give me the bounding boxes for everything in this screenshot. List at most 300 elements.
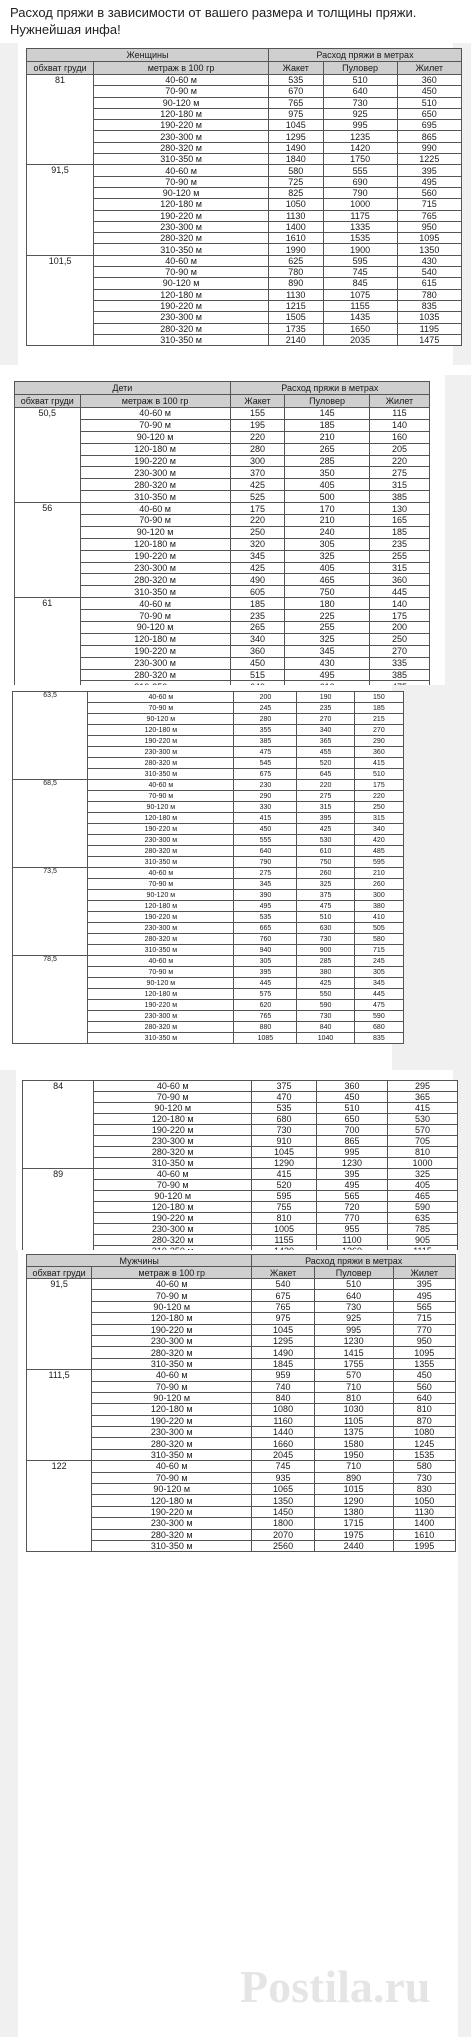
pullover-value: 1030 xyxy=(314,1404,393,1415)
meterage-cell: 190-220 м xyxy=(92,1506,252,1517)
vest-value: 680 xyxy=(354,1022,403,1033)
pullover-value: 925 xyxy=(314,1313,393,1324)
pullover-value: 1580 xyxy=(314,1438,393,1449)
pullover-value: 1015 xyxy=(314,1484,393,1495)
meterage-cell: 190-220 м xyxy=(80,550,230,562)
chest-size-cell: 111,5 xyxy=(27,1370,92,1461)
pullover-value: 180 xyxy=(285,598,370,610)
meterage-cell: 280-320 м xyxy=(94,142,269,153)
table-row xyxy=(27,1404,456,1415)
meterage-cell: 310-350 м xyxy=(88,769,234,780)
jacket-value: 2045 xyxy=(252,1449,314,1460)
meterage-cell: 190-220 м xyxy=(94,120,269,131)
jacket-value: 250 xyxy=(230,526,285,538)
jacket-value: 2070 xyxy=(252,1529,314,1540)
pullover-value: 225 xyxy=(285,610,370,622)
meterage-cell: 70-90 м xyxy=(92,1472,252,1483)
jacket-value: 280 xyxy=(234,714,297,725)
pullover-value: 275 xyxy=(297,791,354,802)
table-row xyxy=(15,408,430,420)
vest-value: 870 xyxy=(393,1415,455,1426)
meterage-cell: 70-90 м xyxy=(88,791,234,802)
pullover-value: 430 xyxy=(285,657,370,669)
jacket-value: 1440 xyxy=(252,1427,314,1438)
meterage-cell: 230-300 м xyxy=(88,923,234,934)
pullover-value: 810 xyxy=(314,1392,393,1403)
meterage-cell: 190-220 м xyxy=(88,824,234,835)
jacket-value: 230 xyxy=(234,780,297,791)
meterage-cell: 70-90 м xyxy=(94,267,269,278)
vest-value: 450 xyxy=(393,1370,455,1381)
vest-value: 275 xyxy=(369,467,429,479)
jacket-value: 300 xyxy=(230,455,285,467)
meterage-cell: 70-90 м xyxy=(94,176,269,187)
pullover-value: 520 xyxy=(297,758,354,769)
meterage-header: метраж в 100 гр xyxy=(92,1267,252,1279)
vest-value: 810 xyxy=(393,1404,455,1415)
vest-value: 1130 xyxy=(393,1506,455,1517)
vest-value: 565 xyxy=(393,1301,455,1312)
table-row xyxy=(27,1495,456,1506)
meterage-cell: 280-320 м xyxy=(80,479,230,491)
pullover-header: Пуловер xyxy=(285,395,370,408)
pullover-value: 1230 xyxy=(316,1158,387,1169)
jacket-value: 810 xyxy=(252,1213,317,1224)
jacket-value: 155 xyxy=(230,408,285,420)
jacket-value: 340 xyxy=(230,633,285,645)
meterage-cell: 310-350 м xyxy=(94,244,269,255)
pullover-value: 1380 xyxy=(314,1506,393,1517)
table-row xyxy=(27,1392,456,1403)
table-row xyxy=(27,1335,456,1346)
vest-value: 580 xyxy=(354,934,403,945)
table-row xyxy=(27,1427,456,1438)
vest-value: 380 xyxy=(354,901,403,912)
pullover-value: 1750 xyxy=(323,154,397,165)
vest-value: 505 xyxy=(354,923,403,934)
meterage-cell: 40-60 м xyxy=(88,780,234,791)
jacket-value: 395 xyxy=(234,967,297,978)
meterage-cell: 90-120 м xyxy=(80,431,230,443)
vest-value: 1080 xyxy=(393,1427,455,1438)
meterage-cell: 280-320 м xyxy=(92,1438,252,1449)
meterage-cell: 40-60 м xyxy=(94,1169,252,1180)
jacket-value: 755 xyxy=(252,1202,317,1213)
jacket-value: 330 xyxy=(234,802,297,813)
vest-value: 140 xyxy=(369,419,429,431)
jacket-value: 1045 xyxy=(268,120,323,131)
vest-value: 200 xyxy=(369,622,429,634)
table-panel xyxy=(0,375,471,685)
vest-value: 410 xyxy=(354,912,403,923)
vest-value: 270 xyxy=(354,725,403,736)
meterage-cell: 90-120 м xyxy=(94,278,269,289)
jacket-value: 1840 xyxy=(268,154,323,165)
table-row xyxy=(27,1370,456,1381)
meterage-cell: 310-350 м xyxy=(80,491,230,503)
pullover-value: 350 xyxy=(285,467,370,479)
jacket-value: 450 xyxy=(234,824,297,835)
jacket-value: 385 xyxy=(234,736,297,747)
jacket-value: 345 xyxy=(230,550,285,562)
pullover-value: 1100 xyxy=(316,1235,387,1246)
pullover-value: 630 xyxy=(297,923,354,934)
meterage-cell: 120-180 м xyxy=(94,108,269,119)
vest-value: 255 xyxy=(369,550,429,562)
jacket-value: 490 xyxy=(230,574,285,586)
pullover-value: 380 xyxy=(297,967,354,978)
vest-value: 315 xyxy=(369,562,429,574)
pullover-value: 650 xyxy=(316,1114,387,1125)
meterage-cell: 280-320 м xyxy=(88,846,234,857)
meterage-cell: 120-180 м xyxy=(80,538,230,550)
jacket-value: 780 xyxy=(268,267,323,278)
pullover-value: 700 xyxy=(316,1125,387,1136)
pullover-value: 255 xyxy=(285,622,370,634)
meterage-cell: 190-220 м xyxy=(92,1324,252,1335)
chest-header: обхват груди xyxy=(15,395,81,408)
pullover-value: 510 xyxy=(323,75,397,86)
chest-header: обхват груди xyxy=(27,62,94,75)
vest-value: 495 xyxy=(393,1290,455,1301)
table-row xyxy=(13,868,404,879)
pullover-value: 285 xyxy=(285,455,370,467)
meterage-cell: 70-90 м xyxy=(94,1180,252,1191)
jacket-value: 760 xyxy=(234,934,297,945)
jacket-value: 1130 xyxy=(268,210,323,221)
meterage-cell: 40-60 м xyxy=(88,692,234,703)
vest-value: 160 xyxy=(369,431,429,443)
table-row xyxy=(27,1290,456,1301)
meterage-cell: 90-120 м xyxy=(80,622,230,634)
vest-value: 695 xyxy=(397,120,461,131)
pullover-value: 730 xyxy=(297,934,354,945)
vest-value: 395 xyxy=(397,165,461,176)
jacket-value: 470 xyxy=(252,1092,317,1103)
jacket-value: 320 xyxy=(230,538,285,550)
meterage-cell: 280-320 м xyxy=(88,1022,234,1033)
chest-size-cell: 84 xyxy=(23,1081,94,1169)
vest-value: 175 xyxy=(369,610,429,622)
meterage-cell: 310-350 м xyxy=(94,154,269,165)
pullover-value: 240 xyxy=(285,526,370,538)
meterage-cell: 120-180 м xyxy=(80,633,230,645)
jacket-value: 220 xyxy=(230,515,285,527)
vest-header: Жилет xyxy=(393,1267,455,1279)
vest-value: 360 xyxy=(397,75,461,86)
meterage-cell: 40-60 м xyxy=(94,1081,252,1092)
pullover-value: 750 xyxy=(297,857,354,868)
table-row xyxy=(13,692,404,703)
pullover-value: 340 xyxy=(297,725,354,736)
pullover-value: 730 xyxy=(323,97,397,108)
meterage-cell: 120-180 м xyxy=(88,901,234,912)
jacket-value: 1400 xyxy=(268,221,323,232)
pullover-value: 365 xyxy=(297,736,354,747)
pullover-value: 570 xyxy=(314,1370,393,1381)
pullover-value: 220 xyxy=(297,780,354,791)
meterage-cell: 40-60 м xyxy=(92,1279,252,1290)
pullover-value: 1335 xyxy=(323,221,397,232)
meterage-cell: 120-180 м xyxy=(94,1202,252,1213)
vest-value: 1610 xyxy=(393,1529,455,1540)
jacket-value: 745 xyxy=(252,1461,314,1472)
pullover-value: 610 xyxy=(297,846,354,857)
table-panel xyxy=(0,1250,471,2037)
vest-value: 165 xyxy=(369,515,429,527)
meterage-cell: 120-180 м xyxy=(92,1495,252,1506)
jacket-value: 975 xyxy=(268,108,323,119)
pullover-value: 595 xyxy=(323,255,397,266)
meterage-cell: 190-220 м xyxy=(94,300,269,311)
consumption-header: Расход пряжи в метрах xyxy=(230,382,429,395)
pullover-value: 510 xyxy=(314,1279,393,1290)
pullover-value: 1290 xyxy=(314,1495,393,1506)
table-row xyxy=(13,780,404,791)
jacket-value: 345 xyxy=(234,879,297,890)
pullover-value: 565 xyxy=(316,1191,387,1202)
table-row xyxy=(27,165,462,176)
jacket-value: 1005 xyxy=(252,1224,317,1235)
jacket-value: 280 xyxy=(230,443,285,455)
vest-value: 345 xyxy=(354,978,403,989)
meterage-cell: 70-90 м xyxy=(88,879,234,890)
pullover-value: 395 xyxy=(297,813,354,824)
pullover-value: 1375 xyxy=(314,1427,393,1438)
jacket-value: 1610 xyxy=(268,233,323,244)
vest-value: 360 xyxy=(354,747,403,758)
meterage-cell: 70-90 м xyxy=(80,610,230,622)
pullover-value: 2440 xyxy=(314,1540,393,1551)
vest-value: 235 xyxy=(369,538,429,550)
group-header: Женщины xyxy=(27,49,269,62)
table-row xyxy=(27,1358,456,1369)
meterage-cell: 230-300 м xyxy=(94,1136,252,1147)
chest-header: обхват груди xyxy=(27,1267,92,1279)
meterage-cell: 190-220 м xyxy=(92,1415,252,1426)
meterage-cell: 70-90 м xyxy=(88,703,234,714)
vest-value: 295 xyxy=(388,1081,458,1092)
meterage-cell: 40-60 м xyxy=(88,868,234,879)
table-row xyxy=(27,1449,456,1460)
jacket-value: 1490 xyxy=(252,1347,314,1358)
meterage-cell: 190-220 м xyxy=(94,1213,252,1224)
vest-value: 300 xyxy=(354,890,403,901)
meterage-cell: 70-90 м xyxy=(88,967,234,978)
pullover-value: 500 xyxy=(285,491,370,503)
meterage-cell: 280-320 м xyxy=(88,934,234,945)
meterage-cell: 90-120 м xyxy=(80,526,230,538)
table-row xyxy=(27,1415,456,1426)
jacket-value: 390 xyxy=(234,890,297,901)
meterage-cell: 120-180 м xyxy=(88,989,234,1000)
vest-value: 215 xyxy=(354,714,403,725)
pullover-value: 530 xyxy=(297,835,354,846)
vest-value: 590 xyxy=(354,1011,403,1022)
jacket-value: 520 xyxy=(252,1180,317,1191)
pullover-value: 375 xyxy=(297,890,354,901)
pullover-value: 345 xyxy=(285,645,370,657)
meterage-cell: 280-320 м xyxy=(88,758,234,769)
jacket-value: 425 xyxy=(230,562,285,574)
pullover-value: 550 xyxy=(297,989,354,1000)
watermark: Postila.ru xyxy=(240,1961,431,2012)
pullover-value: 1155 xyxy=(323,300,397,311)
meterage-header: метраж в 100 гр xyxy=(80,395,230,408)
jacket-value: 370 xyxy=(230,467,285,479)
vest-value: 445 xyxy=(354,989,403,1000)
vest-value: 530 xyxy=(388,1114,458,1125)
jacket-value: 535 xyxy=(234,912,297,923)
pullover-value: 1075 xyxy=(323,289,397,300)
table-row xyxy=(27,1381,456,1392)
vest-value: 130 xyxy=(369,503,429,515)
jacket-value: 595 xyxy=(252,1191,317,1202)
vest-value: 270 xyxy=(369,645,429,657)
meterage-cell: 120-180 м xyxy=(80,443,230,455)
meterage-cell: 40-60 м xyxy=(94,165,269,176)
table-row xyxy=(23,1081,458,1092)
jacket-value: 765 xyxy=(268,97,323,108)
pullover-value: 1230 xyxy=(314,1335,393,1346)
pullover-value: 955 xyxy=(316,1224,387,1235)
table-row xyxy=(27,1301,456,1312)
chest-size-cell: 73,5 xyxy=(13,868,88,956)
jacket-header: Жакет xyxy=(252,1267,314,1279)
pullover-value: 425 xyxy=(297,824,354,835)
vest-value: 1195 xyxy=(397,323,461,334)
vest-value: 305 xyxy=(354,967,403,978)
pullover-value: 995 xyxy=(316,1147,387,1158)
pullover-value: 455 xyxy=(297,747,354,758)
chest-size-cell: 50,5 xyxy=(15,408,81,503)
vest-value: 335 xyxy=(369,657,429,669)
meterage-header: метраж в 100 гр xyxy=(94,62,269,75)
pullover-value: 190 xyxy=(297,692,354,703)
vest-value: 315 xyxy=(354,813,403,824)
pullover-value: 1975 xyxy=(314,1529,393,1540)
table-row xyxy=(15,503,430,515)
vest-value: 210 xyxy=(354,868,403,879)
chest-size-cell: 61 xyxy=(15,598,81,693)
vest-value: 540 xyxy=(397,267,461,278)
meterage-cell: 280-320 м xyxy=(94,1147,252,1158)
table-panel xyxy=(0,43,471,365)
jacket-value: 640 xyxy=(234,846,297,857)
meterage-cell: 280-320 м xyxy=(94,1235,252,1246)
meterage-cell: 310-350 м xyxy=(80,586,230,598)
pullover-value: 840 xyxy=(297,1022,354,1033)
vest-value: 405 xyxy=(388,1180,458,1191)
jacket-value: 220 xyxy=(230,431,285,443)
meterage-cell: 230-300 м xyxy=(88,747,234,758)
pullover-value: 1715 xyxy=(314,1518,393,1529)
pullover-value: 510 xyxy=(297,912,354,923)
meterage-cell: 280-320 м xyxy=(80,574,230,586)
pullover-value: 1415 xyxy=(314,1347,393,1358)
pullover-value: 235 xyxy=(297,703,354,714)
vest-value: 835 xyxy=(354,1033,403,1044)
jacket-value: 275 xyxy=(234,868,297,879)
chest-size-cell: 91,5 xyxy=(27,1279,92,1370)
yarn-table xyxy=(22,1080,458,1257)
table-row xyxy=(27,1279,456,1290)
meterage-cell: 310-350 м xyxy=(88,945,234,956)
pullover-value: 900 xyxy=(297,945,354,956)
vest-value: 395 xyxy=(393,1279,455,1290)
vest-value: 250 xyxy=(369,633,429,645)
jacket-value: 290 xyxy=(234,791,297,802)
vest-value: 1995 xyxy=(393,1540,455,1551)
jacket-value: 540 xyxy=(252,1279,314,1290)
meterage-cell: 310-350 м xyxy=(94,1158,252,1169)
vest-value: 715 xyxy=(393,1313,455,1324)
jacket-value: 675 xyxy=(252,1290,314,1301)
meterage-cell: 280-320 м xyxy=(94,323,269,334)
pullover-value: 640 xyxy=(314,1290,393,1301)
vest-value: 420 xyxy=(354,835,403,846)
meterage-cell: 40-60 м xyxy=(80,598,230,610)
meterage-cell: 120-180 м xyxy=(94,289,269,300)
table-row xyxy=(13,956,404,967)
pullover-value: 1175 xyxy=(323,210,397,221)
jacket-value: 1735 xyxy=(268,323,323,334)
table-row xyxy=(27,255,462,266)
vest-value: 250 xyxy=(354,802,403,813)
jacket-value: 575 xyxy=(234,989,297,1000)
meterage-cell: 120-180 м xyxy=(88,813,234,824)
pullover-value: 1000 xyxy=(323,199,397,210)
jacket-value: 185 xyxy=(230,598,285,610)
meterage-cell: 230-300 м xyxy=(94,312,269,323)
table-row xyxy=(27,1506,456,1517)
vest-header: Жилет xyxy=(397,62,461,75)
vest-value: 1245 xyxy=(393,1438,455,1449)
meterage-cell: 230-300 м xyxy=(92,1427,252,1438)
meterage-cell: 90-120 м xyxy=(88,714,234,725)
chest-size-cell: 89 xyxy=(23,1169,94,1257)
meterage-cell: 70-90 м xyxy=(94,86,269,97)
jacket-value: 910 xyxy=(252,1136,317,1147)
jacket-value: 535 xyxy=(268,75,323,86)
pullover-value: 995 xyxy=(314,1324,393,1335)
vest-value: 510 xyxy=(397,97,461,108)
meterage-cell: 70-90 м xyxy=(80,515,230,527)
meterage-cell: 40-60 м xyxy=(80,408,230,420)
meterage-cell: 70-90 м xyxy=(80,419,230,431)
pullover-value: 325 xyxy=(297,879,354,890)
jacket-value: 790 xyxy=(234,857,297,868)
pullover-value: 260 xyxy=(297,868,354,879)
vest-value: 465 xyxy=(388,1191,458,1202)
table-row xyxy=(27,1518,456,1529)
chest-size-cell: 81 xyxy=(27,75,94,165)
jacket-value: 200 xyxy=(234,692,297,703)
vest-value: 635 xyxy=(388,1213,458,1224)
vest-value: 1350 xyxy=(397,244,461,255)
vest-value: 580 xyxy=(393,1461,455,1472)
pullover-value: 1650 xyxy=(323,323,397,334)
pullover-value: 720 xyxy=(316,1202,387,1213)
pullover-value: 1040 xyxy=(297,1033,354,1044)
vest-value: 510 xyxy=(354,769,403,780)
meterage-cell: 190-220 м xyxy=(88,912,234,923)
vest-value: 650 xyxy=(397,108,461,119)
pullover-value: 450 xyxy=(316,1092,387,1103)
vest-value: 430 xyxy=(397,255,461,266)
vest-value: 1355 xyxy=(393,1358,455,1369)
jacket-value: 1065 xyxy=(252,1484,314,1495)
